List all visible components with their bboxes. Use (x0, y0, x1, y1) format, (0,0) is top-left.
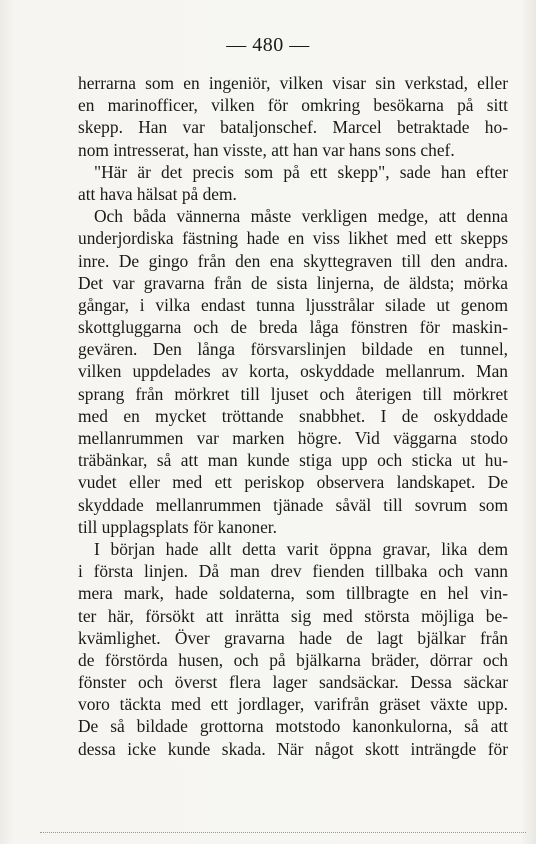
text-line: med en mycket tröttande snabbhet. I de oskyddade (78, 405, 508, 426)
text-line: underjordiska fästning hade en viss likhet med ett skepps (78, 228, 508, 249)
text-line: mellanrummen var marken högre. Vid väggarna stodo (78, 428, 508, 448)
text-line: fönster och överst flera lager sandsäckar. Dessa säckar (78, 672, 508, 693)
paragraph (78, 538, 508, 760)
text-line: inre. De gingo från den ena skyttegraven till den andra. (78, 250, 508, 271)
text-line: nom intresserat, han visste, att han var hans sons chef. (78, 139, 455, 160)
text-line: kvämlighet. Över gravarna hade de lagt bjälkar från (78, 627, 508, 648)
page-bottom-edge (40, 832, 526, 833)
text-line: Det var gravarna från de sista linjerna, de äldsta; mörka (78, 272, 508, 293)
page-number: — 480 — (226, 34, 310, 56)
text-line: herrarna som en ingeniör, vilken visar sin verkstad, eller (78, 73, 508, 93)
text-line: De så bildade grottorna motstodo kanonkulorna, så att (78, 716, 508, 737)
text-line: till upplagsplats för kanoner. (78, 516, 277, 537)
text-line: ter här, försökt att inrätta sig med största möjliga be- (78, 605, 508, 626)
text-line: Och båda vännerna måste verkligen medge, att denna (94, 206, 508, 227)
text-line: gångar, i vilka endast tunna ljusstrålar silade ut genom (78, 294, 508, 315)
text-line: sprang från mörkret till ljuset och återigen till mörkret (78, 383, 508, 404)
paragraph (78, 205, 508, 538)
text-line: dessa icke kunde skada. När något skott inträngde för (78, 738, 508, 759)
text-line: en marinofficer, vilken för omkring besökarna på sitt (78, 95, 508, 116)
text-line: vilken uppdelades av korta, oskyddade mellanrum. Man (78, 361, 508, 382)
text-line: voro täckta med ett jordlager, varifrån gräset växte upp. (78, 694, 508, 715)
text-line: de förstörda husen, och på bjälkarna bräder, dörrar och (78, 649, 508, 670)
body-text (78, 72, 508, 760)
text-line: vudet eller med ett periskop observera landskapet. De (78, 472, 508, 493)
text-line: skyddade mellanrummen tjänade såväl till sovrum som (78, 494, 508, 515)
text-line: I början hade allt detta varit öppna gravar, lika dem (94, 538, 508, 559)
text-line: skottgluggarna och de breda låga fönstren för maskin- (78, 317, 508, 338)
paragraph (78, 161, 508, 205)
text-line: gevären. Den långa försvarslinjen bildade en tunnel, (78, 339, 508, 360)
text-line: mera mark, hade soldaterna, som tillbragte en hel vin- (78, 583, 508, 604)
text-line: skepp. Han var bataljonschef. Marcel betraktade ho- (78, 117, 508, 138)
paragraph (78, 72, 508, 161)
text-line: "Här är det precis som på ett skepp", sade han efter (94, 161, 508, 182)
text-line: att hava hälsat på dem. (78, 183, 237, 204)
text-line: i första linjen. Då man drev fienden tillbaka och vann (78, 561, 508, 582)
text-line: träbänkar, så att man kunde stiga upp och sticka ut hu- (78, 450, 508, 471)
